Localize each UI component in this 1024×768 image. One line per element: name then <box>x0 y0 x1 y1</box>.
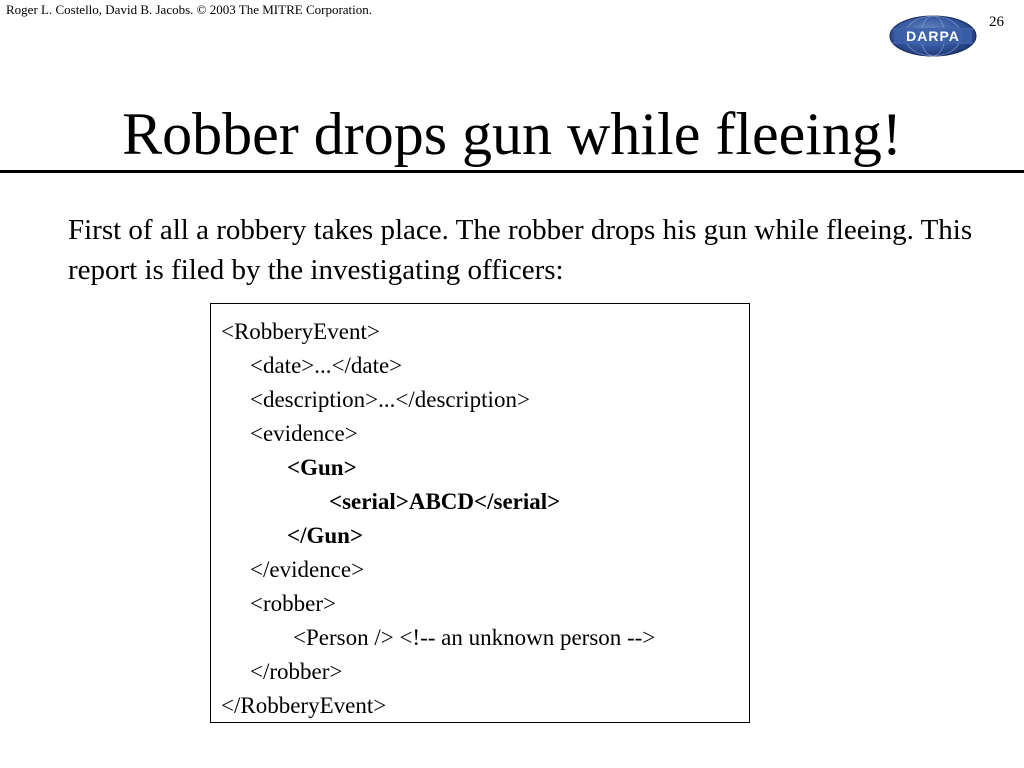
code-line: </evidence> <box>250 557 365 582</box>
code-line: <description>...</description> <box>250 387 530 412</box>
xml-code-box <box>210 303 750 723</box>
code-line: <RobberyEvent> <box>221 319 380 344</box>
code-line: <evidence> <box>250 421 358 446</box>
intro-paragraph: First of all a robbery takes place. The robber drops his gun while fleeing. This report is filed by the investigating officers: <box>68 214 973 286</box>
darpa-logo-text: DARPA <box>906 28 960 44</box>
slide-title: Robber drops gun while fleeing! <box>122 101 902 167</box>
page-number: 26 <box>989 14 1004 30</box>
code-line: <Gun> <box>287 455 357 480</box>
code-line: </Gun> <box>287 523 364 548</box>
darpa-logo <box>888 14 978 58</box>
code-line: <serial>ABCD</serial> <box>329 489 561 514</box>
code-line: <robber> <box>250 591 336 616</box>
code-line: <date>...</date> <box>250 353 403 378</box>
code-line: </RobberyEvent> <box>221 693 387 718</box>
code-line: <Person /> <!-- an unknown person --> <box>293 625 656 650</box>
copyright-notice: Roger L. Costello, David B. Jacobs. © 2003 The MITRE Corporation. <box>6 2 373 17</box>
code-line: </robber> <box>250 659 343 684</box>
title-divider <box>0 170 1024 173</box>
